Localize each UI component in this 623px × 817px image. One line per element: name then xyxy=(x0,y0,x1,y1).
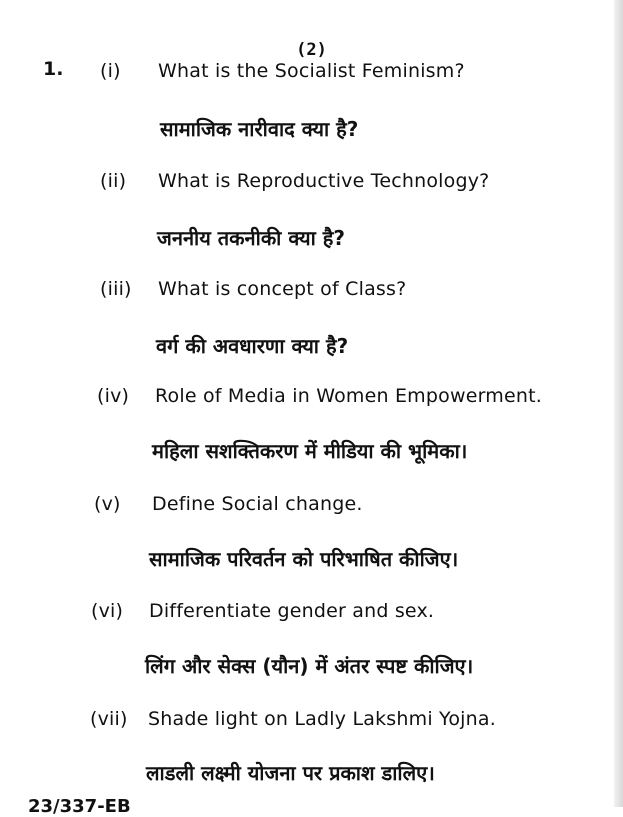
question-item xyxy=(100,60,465,82)
question-item xyxy=(91,600,434,622)
item-label: (iv) xyxy=(97,385,130,407)
footer-code: 23/337-EB xyxy=(28,796,131,817)
item-hindi-text: सामाजिक परिवर्तन को परिभाषित कीजिए। xyxy=(149,547,459,571)
item-label: (i) xyxy=(100,60,121,82)
item-english-text: What is concept of Class? xyxy=(158,278,407,300)
question-item xyxy=(100,278,406,300)
question-item xyxy=(97,385,542,407)
item-english-text: What is Reproductive Technology? xyxy=(158,170,490,192)
item-label: (vii) xyxy=(90,708,128,730)
item-label: (vi) xyxy=(91,600,124,622)
item-hindi-text: महिला सशक्तिकरण में मीडिया की भूमिका। xyxy=(152,439,468,463)
question-number: 1. xyxy=(43,58,64,80)
item-english-text: Shade light on Ladly Lakshmi Yojna. xyxy=(148,708,496,730)
item-label: (iii) xyxy=(100,278,132,300)
question-item xyxy=(100,170,489,192)
item-english-text: Differentiate gender and sex. xyxy=(149,600,435,622)
item-english-text: What is the Socialist Feminism? xyxy=(158,60,465,82)
item-english-text: Role of Media in Women Empowerment. xyxy=(155,385,543,407)
page-number: (2) xyxy=(296,40,327,60)
question-item xyxy=(90,708,496,730)
item-english-text: Define Social change. xyxy=(152,493,363,515)
item-label: (ii) xyxy=(100,170,127,192)
item-label: (v) xyxy=(94,493,121,515)
item-hindi-text: जननीय तकनीकी क्या है? xyxy=(157,226,345,250)
item-hindi-text: वर्ग की अवधारणा क्या है? xyxy=(156,334,349,358)
item-hindi-text: लिंग और सेक्स (यौन) में अंतर स्पष्ट कीजिए। xyxy=(145,654,474,678)
page-edge xyxy=(614,0,623,807)
item-hindi-text: लाडली लक्ष्मी योजना पर प्रकाश डालिए। xyxy=(146,761,435,785)
question-item xyxy=(94,493,363,515)
item-hindi-text: सामाजिक नारीवाद क्या है? xyxy=(160,117,359,141)
